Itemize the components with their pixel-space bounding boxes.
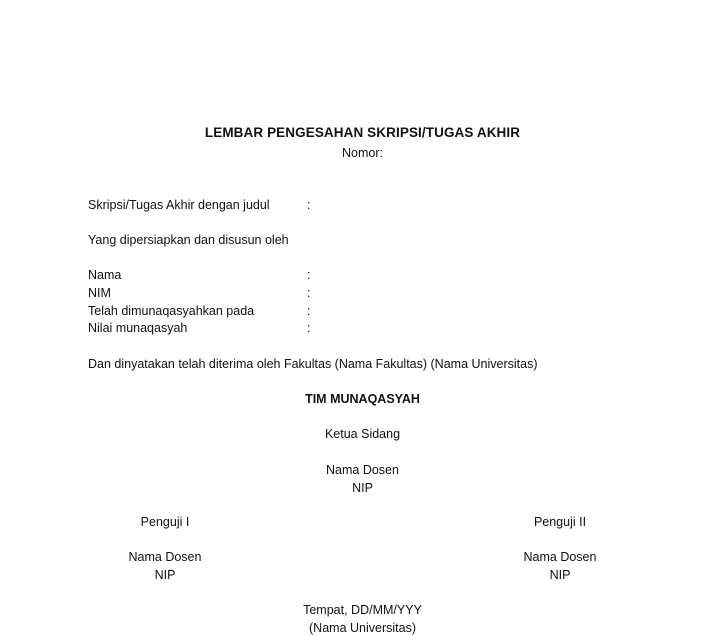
document-number-label: Nomor:	[342, 146, 383, 160]
chair-role: Ketua Sidang	[324, 427, 401, 441]
nim-colon: :	[307, 286, 311, 300]
nilai-colon: :	[307, 321, 311, 335]
chair-nip: NIP	[352, 481, 373, 495]
team-heading: TIM MUNAQASYAH	[305, 392, 420, 406]
judul-colon: :	[307, 198, 311, 212]
examiner1-role: Penguji I	[140, 515, 190, 529]
examiner2-name: Nama Dosen	[523, 550, 597, 564]
nama-colon: :	[307, 268, 311, 282]
nilai-label: Nilai munaqasyah	[88, 321, 188, 335]
nim-label: NIM	[88, 286, 111, 300]
examiner1-name: Nama Dosen	[128, 550, 202, 564]
examiner2-nip: NIP	[549, 568, 571, 582]
judul-label: Skripsi/Tugas Akhir dengan judul	[88, 198, 270, 212]
munaqasyah-date-colon: :	[307, 304, 311, 318]
place-date: Tempat, DD/MM/YYY	[303, 603, 422, 617]
acceptance-statement: Dan dinyatakan telah diterima oleh Fakultas (Nama Fakultas) (Nama Universitas)	[88, 357, 538, 371]
nama-label: Nama	[88, 268, 122, 282]
examiner2-role: Penguji II	[533, 515, 587, 529]
prepared-by-label: Yang dipersiapkan dan disusun oleh	[88, 233, 289, 247]
munaqasyah-date-label: Telah dimunaqasyahkan pada	[88, 304, 255, 318]
chair-name: Nama Dosen	[326, 463, 399, 477]
university-name: (Nama Universitas)	[309, 621, 416, 635]
document-title: LEMBAR PENGESAHAN SKRIPSI/TUGAS AKHIR	[204, 125, 521, 140]
examiner1-nip: NIP	[154, 568, 176, 582]
